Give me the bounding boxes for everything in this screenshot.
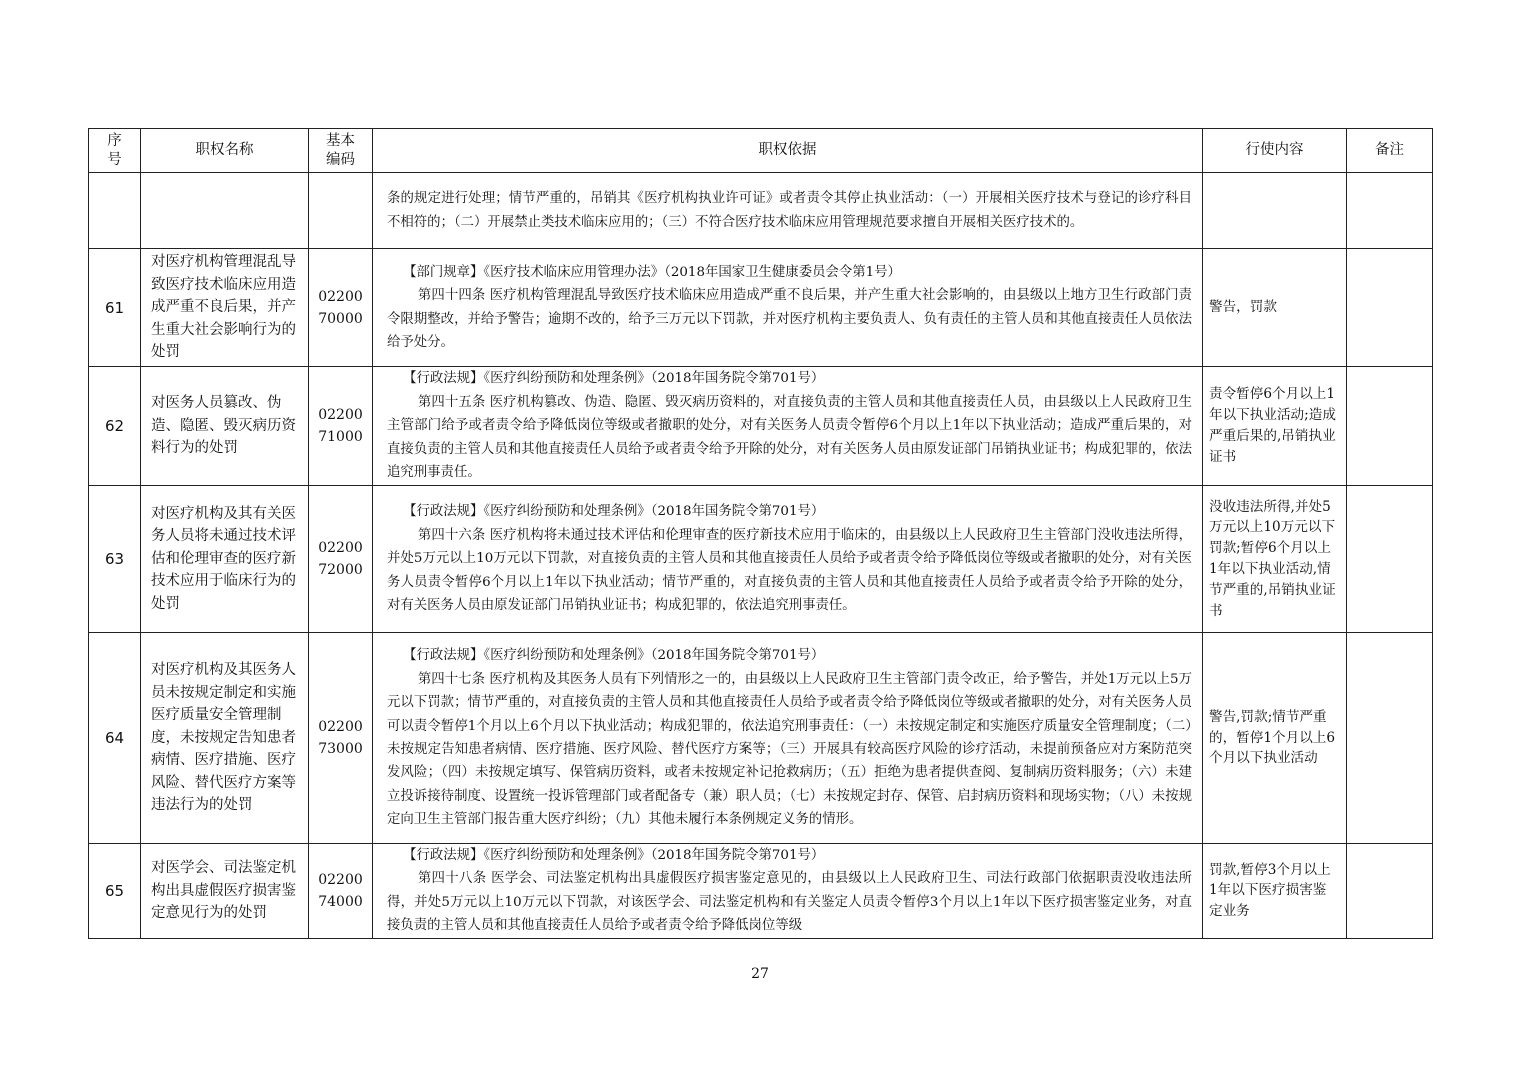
- row-name: 对医学会、司法鉴定机构出具虚假医疗损害鉴定意见行为的处罚: [141, 844, 309, 939]
- authority-table: [88, 128, 1433, 939]
- basis-body: 第四十七条 医疗机构及其医务人员有下列情形之一的，由县级以上人民政府卫生主管部门责令改正，给予警告，并处1万元以上5万元以下罚款；情节严重的，对直接负责的主管人员和其他直接责任人员给予或者责令给予降低岗位等级或者撤职的处分，对有关医务人员可以责令暂停1个月以上6个月以下执业活动；构成犯罪的，依法追究刑事责任：（一）未按规定制定和实施医疗质量安全管理制度；（二）未按规定告知患者病情、医疗措施、医疗风险、替代医疗方案等；（三）开展具有较高医疗风险的诊疗活动，未提前预备应对方案防范突发风险；（四）未按规定填写、保管病历资料，或者未按规定补记抢救病历；（五）拒绝为患者提供查阅、复制病历资料服务；（六）未建立投诉接待制度、设置统一投诉管理部门或者配备专（兼）职人员；（七）未按规定封存、保管、启封病历资料和现场实物；（八）未按规定向卫生主管部门报告重大医疗纠纷；（九）其他未履行本条例规定义务的情形。: [387, 671, 1192, 828]
- row-basis: [373, 249, 1203, 367]
- row-no: 64: [89, 633, 141, 844]
- row-code: 02200 73000: [309, 633, 373, 844]
- row-basis: [373, 367, 1203, 486]
- basis-body: 第四十五条 医疗机构篡改、伪造、隐匿、毁灭病历资料的，对直接负责的主管人员和其他直接责任人员，由县级以上人民政府卫生主管部门给予或者责令给予降低岗位等级或者撤职的处分，对有关医务人员责令暂停6个月以上1年以下执业活动；造成严重后果的，对直接负责的主管人员和其他直接责任人员给予或者责令给予开除的处分，对有关医务人员由原发证部门吊销执业证书；构成犯罪的，依法追究刑事责任。: [387, 394, 1192, 481]
- table-row: [89, 844, 1433, 939]
- row-note: [1347, 367, 1433, 486]
- basis-heading: 【行政法规】《医疗纠纷预防和处理条例》（2018年国务院令第701号）: [403, 848, 825, 863]
- table-row: [89, 486, 1433, 633]
- row-no: [89, 173, 141, 249]
- basis-heading: 【部门规章】《医疗技术临床应用管理办法》（2018年国家卫生健康委员会令第1号）: [403, 264, 901, 280]
- row-exec: 罚款,暂停3个月以上1年以下医疗损害鉴定业务: [1203, 844, 1347, 939]
- row-basis: [373, 844, 1203, 939]
- basis-heading: 【行政法规】《医疗纠纷预防和处理条例》（2018年国务院令第701号）: [403, 648, 825, 664]
- row-name: 对医务人员篡改、伪造、隐匿、毁灭病历资料行为的处罚: [141, 367, 309, 486]
- row-no: 65: [89, 844, 141, 939]
- basis-body: 第四十八条 医学会、司法鉴定机构出具虚假医疗损害鉴定意见的，由县级以上人民政府卫生、司法行政部门依据职责没收违法所得，并处5万元以上10万元以下罚款，对该医学会、司法鉴定机构和有关鉴定人员责令暂停3个月以上1年以下医疗损害鉴定业务，对直接负责的主管人员和其他直接责任人员给予或者责令给予降低岗位等级: [387, 871, 1192, 934]
- basis-body: 第四十六条 医疗机构将未通过技术评估和伦理审查的医疗新技术应用于临床的，由县级以上人民政府卫生主管部门没收违法所得，并处5万元以上10万元以下罚款，对直接负责的主管人员和其他直接责任人员给予或者责令给予降低岗位等级或者撤职的处分，对有关医务人员责令暂停6个月以上1年以下执业活动；情节严重的，对直接负责的主管人员和其他直接责任人员给予或者责令给予开除的处分，对有关医务人员由原发证部门吊销执业证书；构成犯罪的，依法追究刑事责任。: [387, 527, 1192, 614]
- table-row: [89, 633, 1433, 844]
- basis-body: 第四十四条 医疗机构管理混乱导致医疗技术临床应用造成严重不良后果，并产生重大社会影响的，由县级以上地方卫生行政部门责令限期整改，并给予警告；逾期不改的，给予三万元以下罚款，并对医疗机构主要负责人、负有责任的主管人员和其他直接责任人员依法给予处分。: [387, 288, 1192, 350]
- row-basis: [373, 173, 1203, 249]
- row-exec: 责令暂停6个月以上1年以下执业活动;造成严重后果的,吊销执业证书: [1203, 367, 1347, 486]
- row-basis: [373, 633, 1203, 844]
- header-note: 备注: [1347, 129, 1433, 173]
- basis-heading: 【行政法规】《医疗纠纷预防和处理条例》（2018年国务院令第701号）: [403, 371, 825, 387]
- row-note: [1347, 633, 1433, 844]
- row-name: 对医疗机构及其医务人员未按规定制定和实施医疗质量安全管理制度，未按规定告知患者病情、医疗措施、医疗风险、替代医疗方案等违法行为的处罚: [141, 633, 309, 844]
- document-page: [88, 128, 1432, 939]
- row-note: [1347, 173, 1433, 249]
- row-name: 对医疗机构管理混乱导致医疗技术临床应用造成严重不良后果，并产生重大社会影响行为的处罚: [141, 249, 309, 367]
- table-row: [89, 249, 1433, 367]
- table-header-row: [89, 129, 1433, 173]
- basis-heading: 【行政法规】《医疗纠纷预防和处理条例》（2018年国务院令第701号）: [403, 504, 825, 520]
- row-note: [1347, 249, 1433, 367]
- header-name: 职权名称: [141, 129, 309, 173]
- row-exec: [1203, 173, 1347, 249]
- header-exec: 行使内容: [1203, 129, 1347, 173]
- row-code: 02200 71000: [309, 367, 373, 486]
- row-code: 02200 74000: [309, 844, 373, 939]
- row-basis: [373, 486, 1203, 633]
- row-code: 02200 70000: [309, 249, 373, 367]
- row-no: 63: [89, 486, 141, 633]
- row-code: 02200 72000: [309, 486, 373, 633]
- row-no: 61: [89, 249, 141, 367]
- row-note: [1347, 486, 1433, 633]
- page-number: 27: [751, 966, 769, 982]
- row-exec: 警告,罚款;情节严重的，暂停1个月以上6个月以下执业活动: [1203, 633, 1347, 844]
- row-exec: 没收违法所得,并处5万元以上10万元以下罚款;暂停6个月以上1年以下执业活动,情节严重的,吊销执业证书: [1203, 486, 1347, 633]
- basis-body: 条的规定进行处理；情节严重的，吊销其《医疗机构执业许可证》或者责令其停止执业活动：（一）开展相关医疗技术与登记的诊疗科目不相符的；（二）开展禁止类技术临床应用的；（三）不符合医疗技术临床应用管理规范要求擅自开展相关医疗技术的。: [387, 191, 1192, 230]
- row-exec: 警告，罚款: [1203, 249, 1347, 367]
- header-code: 基本 编码: [309, 129, 373, 173]
- row-note: [1347, 844, 1433, 939]
- row-name: 对医疗机构及其有关医务人员将未通过技术评估和伦理审查的医疗新技术应用于临床行为的处罚: [141, 486, 309, 633]
- row-code: [309, 173, 373, 249]
- header-no: 序 号: [89, 129, 141, 173]
- row-name: [141, 173, 309, 249]
- row-no: 62: [89, 367, 141, 486]
- table-row: [89, 173, 1433, 249]
- table-row: [89, 367, 1433, 486]
- header-basis: 职权依据: [373, 129, 1203, 173]
